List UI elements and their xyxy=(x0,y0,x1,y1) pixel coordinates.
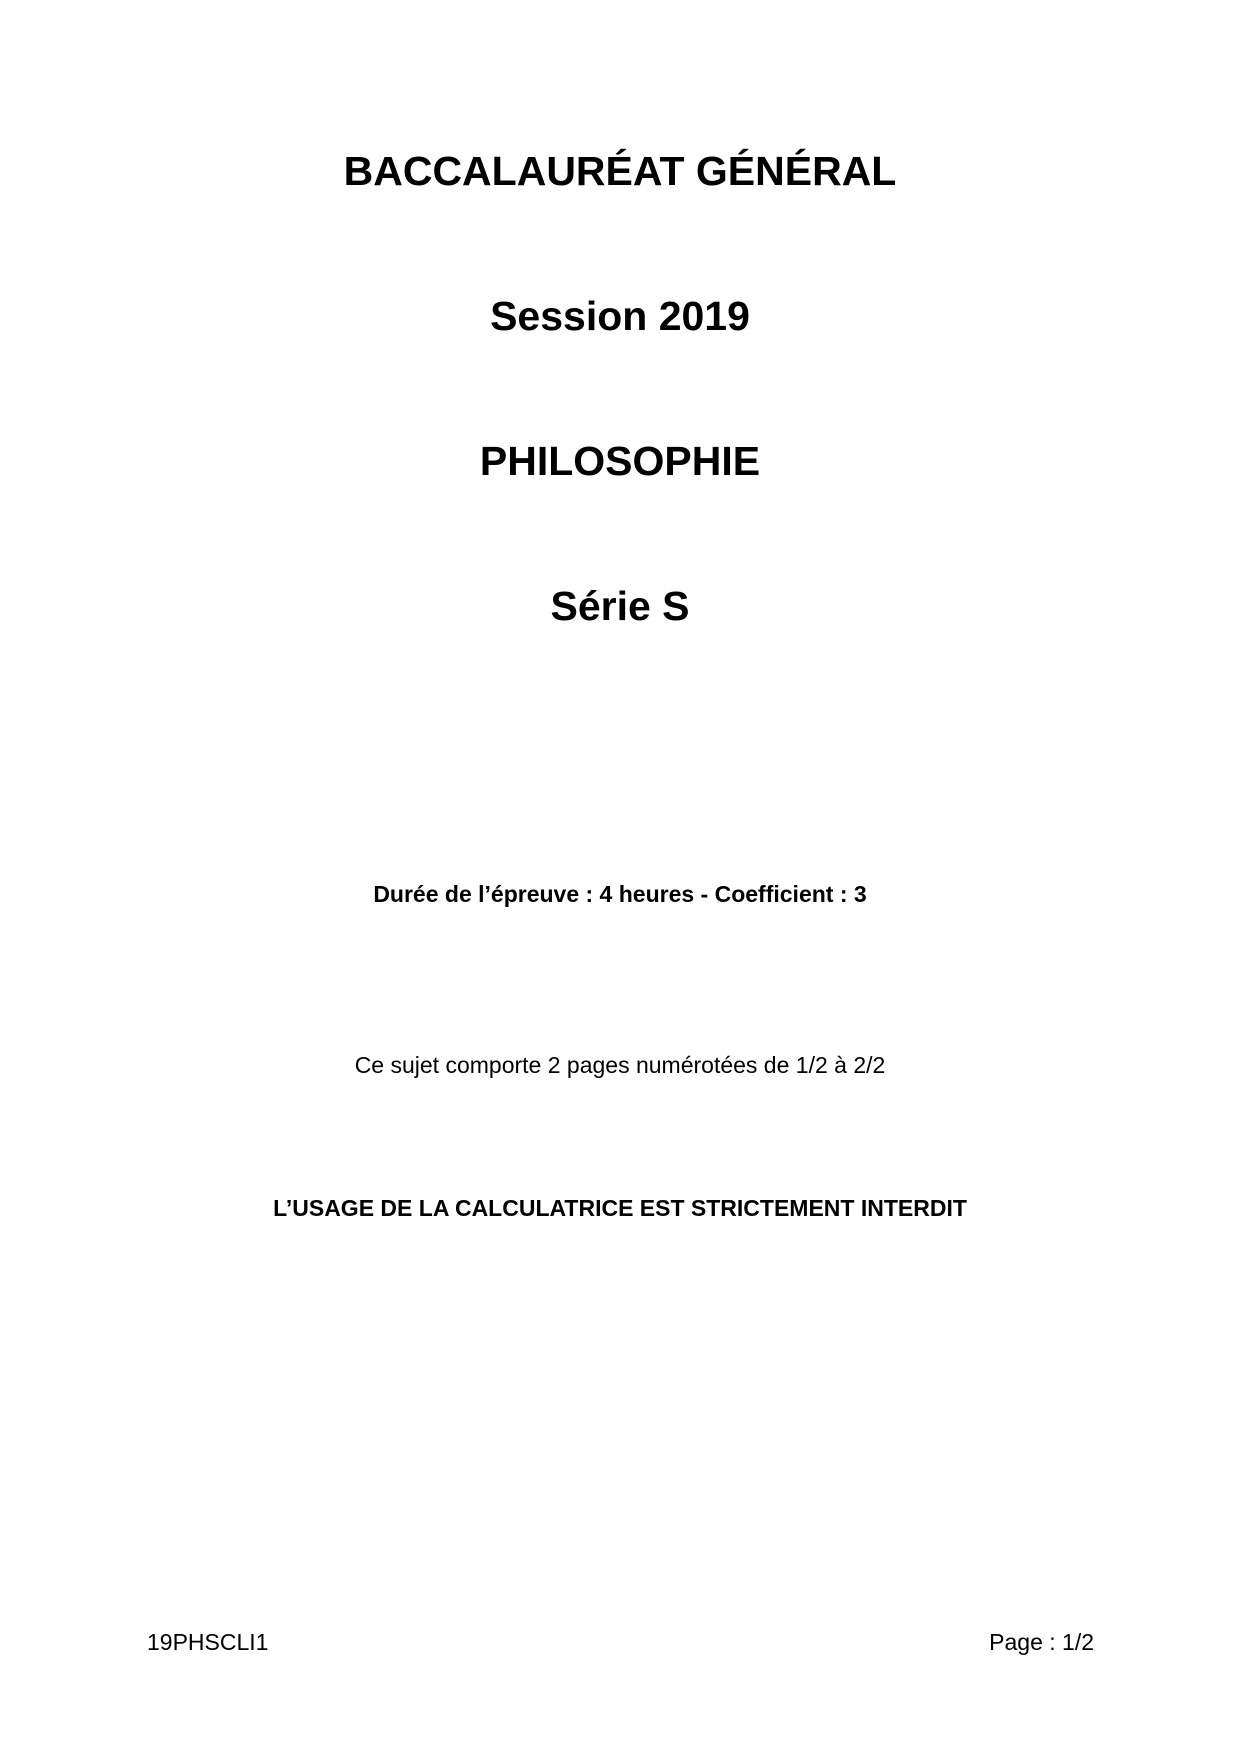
page-count-info: Ce sujet comporte 2 pages numérotées de 1/2 à 2/2 xyxy=(354,1052,886,1078)
subject-name: PHILOSOPHIE xyxy=(479,438,761,484)
calculator-notice: L’USAGE DE LA CALCULATRICE EST STRICTEMENT INTERDIT xyxy=(273,1195,967,1221)
exam-title: BACCALAURÉAT GÉNÉRAL xyxy=(343,148,897,194)
series-name: Série S xyxy=(550,583,690,629)
footer-subject-code: 19PHSCLI1 xyxy=(147,1629,269,1655)
footer-page-number: Page : 1/2 xyxy=(989,1629,1094,1655)
duration-coefficient: Durée de l’épreuve : 4 heures - Coefficient : 3 xyxy=(373,881,867,907)
session-year: Session 2019 xyxy=(490,293,750,339)
